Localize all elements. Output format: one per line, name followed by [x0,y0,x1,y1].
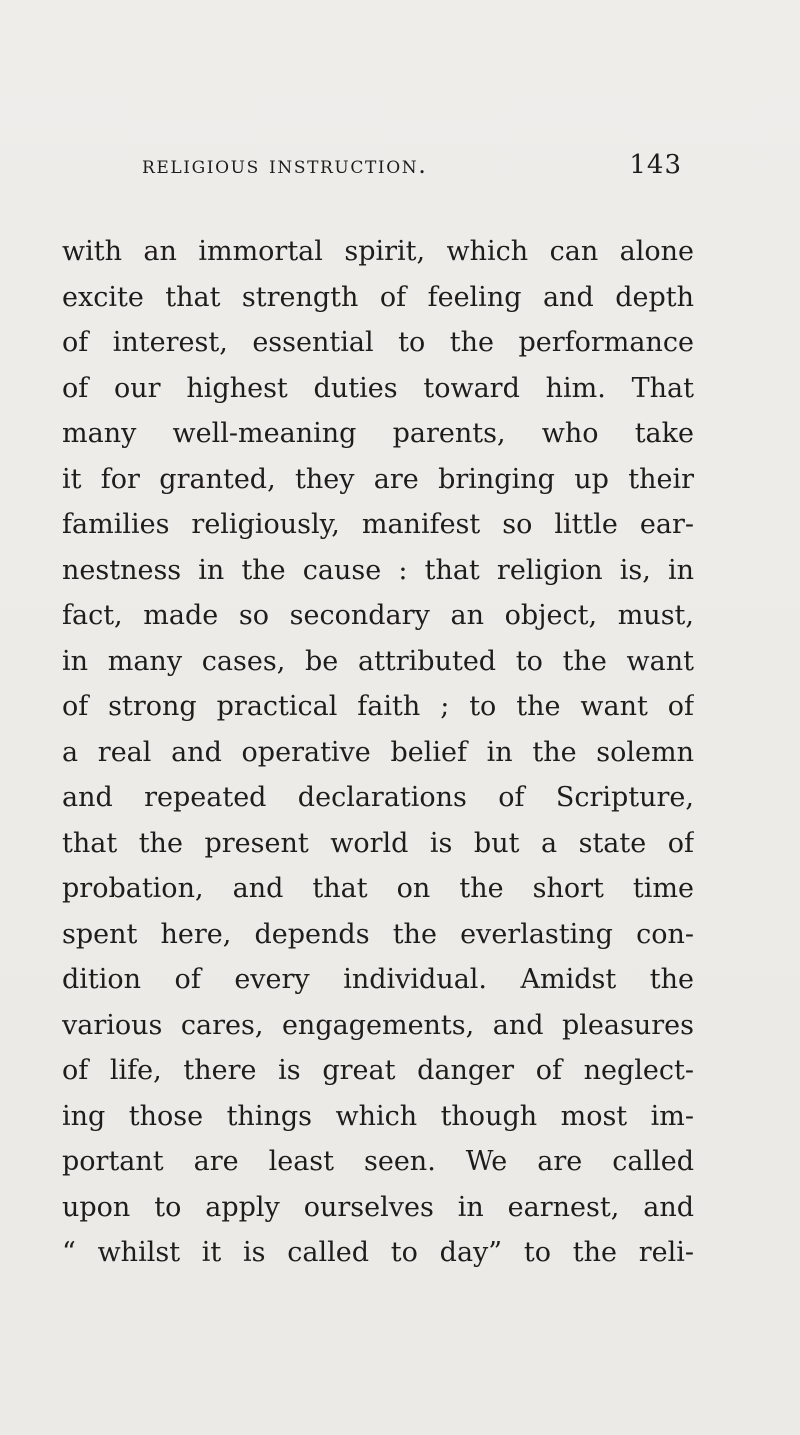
text-line: dition of every individual. Amidst the [62,964,694,995]
text-line: of interest, essential to the performance [62,327,694,358]
text-line: a real and operative belief in the solemn [62,736,694,768]
text-line: of strong practical faith ; to the want of [62,691,694,722]
page-number: 143 [629,150,682,180]
running-title: religious instruction. [142,151,428,179]
text-line: many well-meaning parents, who take [62,418,694,449]
running-head [142,150,682,190]
text-line: spent here, depends the everlasting con- [62,918,694,950]
text-line: and repeated declarations of Scripture, [62,782,694,813]
text-line: it for granted, they are bringing up their [62,463,694,495]
text-line: of our highest duties toward him. That [62,372,694,404]
text-line: portant are least seen. We are called [62,1146,694,1177]
text-line: fact, made so secondary an object, must, [62,600,694,631]
text-line: families religiously, manifest so little ear- [62,509,694,540]
text-line: that the present world is but a state of [62,827,694,859]
text-line: excite that strength of feeling and depth [62,281,694,313]
text-line: “ whilst it is called to day” to the reli- [62,1237,694,1268]
text-line: of life, there is great danger of neglect- [62,1055,694,1086]
text-line: in many cases, be attributed to the want [62,645,694,677]
text-line: with an immortal spirit, which can alone [62,236,694,267]
text-line: upon to apply ourselves in earnest, and [62,1191,694,1223]
text-line: probation, and that on the short time [62,873,694,904]
text-line: various cares, engagements, and pleasures [62,1009,694,1041]
text-line: nestness in the cause : that religion is, in [62,554,694,586]
text-line: ing those things which though most im- [62,1100,694,1132]
body-text [62,229,694,1276]
